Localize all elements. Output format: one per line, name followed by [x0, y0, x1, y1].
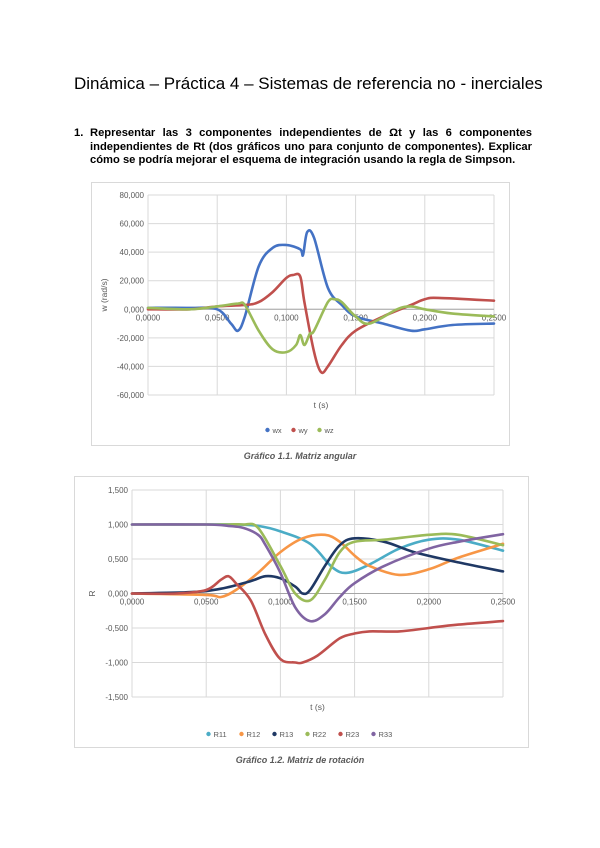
angular-xtick-label: 0,2000 — [412, 313, 438, 323]
angular-ylabel: w (rad/s) — [99, 278, 109, 312]
rotation-legend-marker — [239, 732, 243, 736]
angular-ytick-label: 60,000 — [119, 219, 144, 229]
angular-ytick-label: 0,000 — [123, 305, 144, 315]
angular-legend-label: wy — [298, 426, 308, 435]
angular-ytick-label: -60,000 — [116, 391, 144, 400]
rotation-xlabel: t (s) — [310, 702, 325, 712]
angular-chart-caption: Gráfico 1.1. Matriz angular — [243, 451, 357, 461]
angular-series-wy — [148, 274, 494, 373]
rotation-ylabel: R — [87, 590, 97, 597]
angular-xtick-label: 0,2500 — [481, 313, 507, 323]
rotation-legend-item-r11 — [206, 730, 226, 739]
angular-legend-marker — [317, 428, 321, 432]
angular-ytick-label: 20,000 — [119, 276, 144, 286]
angular-legend-item-wx — [265, 426, 282, 435]
rotation-legend-marker — [371, 732, 375, 736]
angular-ytick-label: 40,000 — [119, 248, 144, 258]
angular-legend-item-wz — [317, 426, 334, 435]
rotation-ytick-label: -0,500 — [105, 624, 128, 633]
question-1 — [74, 127, 532, 168]
angular-legend-label: wz — [324, 426, 334, 435]
rotation-ytick-label: 0,500 — [107, 555, 128, 564]
angular-xtick-label: 0,0000 — [135, 313, 161, 323]
question-text: Representar las 3 componentes independientes de Ωt y las 6 componentes independientes de Rt (dos gráficos uno para conjunto de componentes). Explicar cómo se podría mejorar el esquema de integración usando la regla de Simpson. — [90, 127, 532, 166]
angular-chart — [91, 182, 510, 446]
rotation-legend-label: R13 — [279, 730, 294, 739]
angular-ytick-label: 80,000 — [119, 191, 144, 200]
rotation-legend-label: R33 — [378, 730, 393, 739]
angular-legend-marker — [291, 428, 295, 432]
angular-legend-item-wy — [291, 426, 308, 435]
angular-xtick-label: 0,1000 — [274, 313, 299, 323]
rotation-legend-marker — [338, 732, 342, 736]
rotation-legend-marker — [206, 732, 210, 736]
rotation-legend-item-r13 — [272, 730, 293, 739]
rotation-legend-marker — [272, 732, 276, 736]
rotation-ytick-label: 1,500 — [107, 486, 128, 495]
rotation-series-r13 — [132, 538, 503, 594]
rotation-legend-item-r23 — [338, 730, 359, 739]
rotation-legend-label: R22 — [312, 730, 327, 739]
angular-chart-svg — [92, 183, 509, 445]
rotation-ytick-label: -1,500 — [105, 693, 128, 702]
rotation-xtick-label: 0,2000 — [416, 597, 442, 607]
angular-xtick-label: 0,1500 — [343, 313, 368, 323]
angular-xlabel: t (s) — [313, 400, 329, 410]
rotation-ytick-label: 0,000 — [107, 589, 128, 599]
angular-ytick-label: -20,000 — [116, 333, 144, 343]
rotation-xtick-label: 0,2500 — [490, 597, 516, 607]
rotation-legend-label: R12 — [246, 730, 261, 739]
rotation-ytick-label: 1,000 — [107, 520, 128, 530]
rotation-legend-label: R11 — [213, 730, 227, 739]
angular-legend-marker — [265, 428, 269, 432]
rotation-chart — [74, 476, 529, 748]
page-title: Dinámica – Práctica 4 – Sistemas de referencia no - inerciales — [74, 74, 543, 93]
angular-xtick-label: 0,0500 — [204, 313, 230, 323]
angular-legend-label: wx — [272, 426, 282, 435]
rotation-legend-item-r12 — [239, 730, 260, 739]
rotation-xtick-label: 0,1000 — [268, 597, 293, 607]
rotation-chart-svg — [75, 477, 528, 747]
rotation-xtick-label: 0,0500 — [193, 597, 219, 607]
rotation-legend-label: R23 — [345, 730, 360, 739]
rotation-xtick-label: 0,0000 — [119, 597, 145, 607]
rotation-legend-marker — [305, 732, 309, 736]
question-number: 1. — [74, 127, 84, 139]
rotation-xtick-label: 0,1500 — [342, 597, 367, 607]
angular-ytick-label: -40,000 — [116, 362, 144, 372]
rotation-legend-item-r22 — [305, 730, 326, 739]
rotation-ytick-label: -1,000 — [105, 658, 128, 668]
rotation-legend-item-r33 — [371, 730, 392, 739]
rotation-chart-caption: Gráfico 1.2. Matriz de rotación — [235, 755, 365, 765]
rotation-series-r11 — [132, 524, 503, 572]
